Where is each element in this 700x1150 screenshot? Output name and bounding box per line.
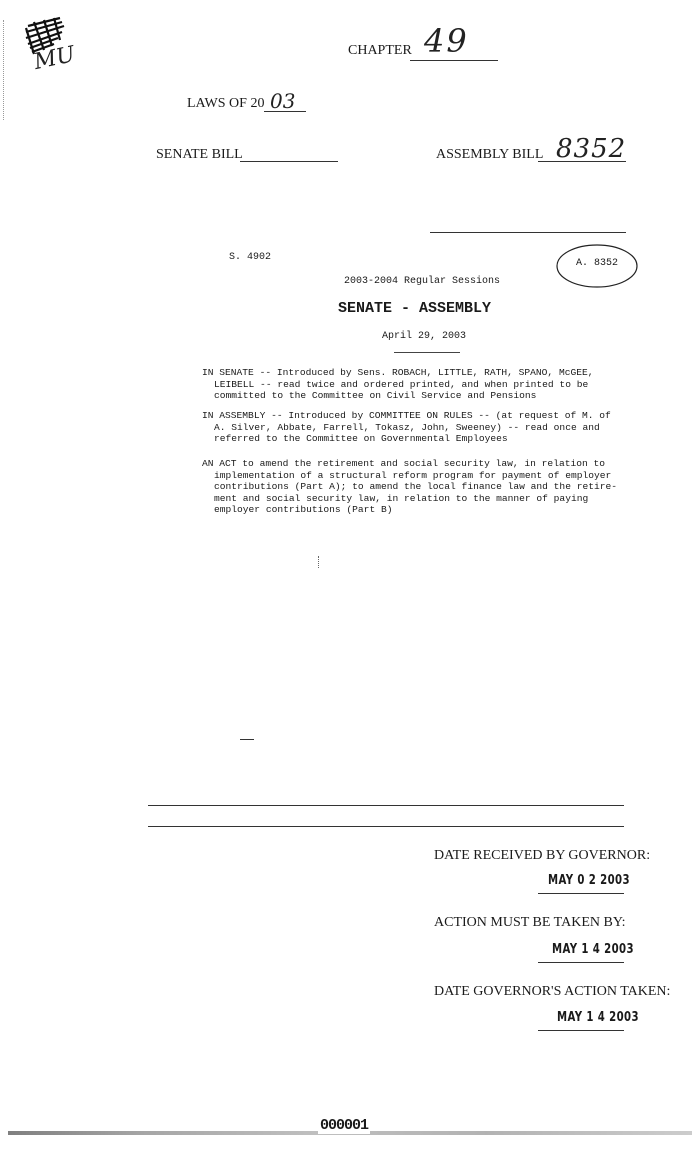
bill-heading: SENATE - ASSEMBLY <box>338 300 492 317</box>
laws-label: LAWS OF 20 <box>187 96 265 111</box>
action-by-line <box>538 962 624 963</box>
act-line: employer contributions (Part B) <box>214 504 393 516</box>
chapter-label: CHAPTER <box>348 43 412 58</box>
assembly-bill-number: 8352 <box>556 134 627 164</box>
date-underline <box>394 352 460 353</box>
act-paragraph <box>202 458 648 516</box>
page-number: 000001 <box>320 1117 369 1134</box>
edge-marks <box>3 20 6 120</box>
assembly-intro-line: IN ASSEMBLY -- Introduced by COMMITTEE ON RULES -- (at request of M. of <box>202 410 611 421</box>
action-by-label: ACTION MUST BE TAKEN BY: <box>434 915 626 930</box>
senate-intro-paragraph <box>202 367 648 402</box>
blank-line <box>430 232 626 233</box>
chapter-line <box>410 60 498 61</box>
assembly-ref: A. 8352 <box>576 258 619 269</box>
action-taken-date-stamp: MAY 1 4 2003 <box>557 1010 639 1025</box>
laws-year: 03 <box>270 89 296 113</box>
act-line: ment and social security law, in relation to the manner of paying <box>214 492 589 504</box>
handwritten-initials: MU <box>31 42 78 75</box>
assembly-intro-line: referred to the Committee on Governmental Employees <box>214 433 508 445</box>
received-date-stamp: MAY 0 2 2003 <box>548 873 630 888</box>
action-taken-label: DATE GOVERNOR'S ACTION TAKEN: <box>434 984 671 999</box>
assembly-intro-paragraph <box>202 410 648 445</box>
action-by-date-stamp: MAY 1 4 2003 <box>552 942 634 957</box>
chapter-number: 49 <box>424 22 469 60</box>
act-line: contributions (Part A); to amend the local finance law and the retire- <box>214 481 618 493</box>
assembly-intro-line: A. Silver, Abbate, Farrell, Tokasz, John, Sweeney) -- read once and <box>214 421 600 433</box>
assembly-bill-label: ASSEMBLY BILL <box>436 147 544 162</box>
stray-mark <box>318 556 320 568</box>
action-taken-line <box>538 1030 624 1031</box>
divider-rule <box>148 826 624 827</box>
senate-bill-line <box>240 161 338 162</box>
senate-intro-line: LEIBELL -- read twice and ordered printed, and when printed to be <box>214 378 589 390</box>
session-text: 2003-2004 Regular Sessions <box>344 276 501 287</box>
senate-bill-label: SENATE BILL <box>156 147 243 162</box>
received-line <box>538 893 624 894</box>
senate-intro-line: IN SENATE -- Introduced by Sens. ROBACH, LITTLE, RATH, SPANO, McGEE, <box>202 367 594 378</box>
bill-date: April 29, 2003 <box>382 331 467 342</box>
received-label: DATE RECEIVED BY GOVERNOR: <box>434 848 651 863</box>
stray-mark <box>240 739 254 740</box>
senate-ref: S. 4902 <box>229 252 272 263</box>
act-line: AN ACT to amend the retirement and social security law, in relation to <box>202 458 606 469</box>
divider-rule <box>148 805 624 806</box>
act-line: implementation of a structural reform program for payment of employer <box>214 469 612 481</box>
senate-intro-line: committed to the Committee on Civil Service and Pensions <box>214 390 537 402</box>
